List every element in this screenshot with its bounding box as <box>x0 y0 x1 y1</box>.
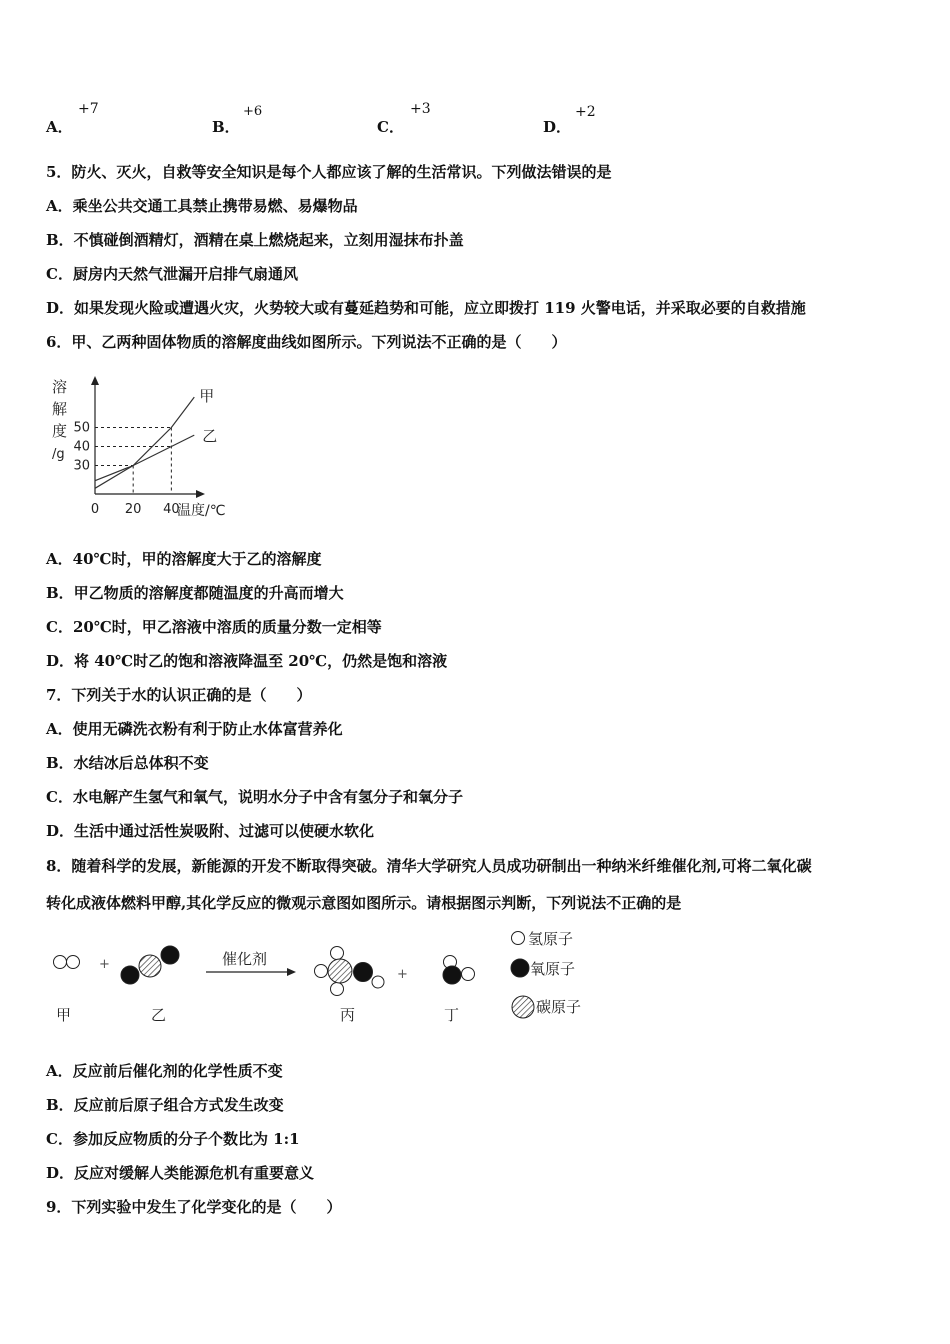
label-yi: 乙 <box>151 1006 167 1024</box>
q8-option-d: D．反应对缓解人类能源危机有重要意义 <box>46 1164 315 1182</box>
x-axis-label: 温度/℃ <box>177 503 226 519</box>
q8-stem-line1: 8．随着科学的发展，新能源的开发不断取得突破。清华大学研究人员成功研制出一种纳米纤维催化剂,可将二氧化碳 <box>46 857 812 875</box>
q6-option-d: D．将 40℃时乙的饱和溶液降温至 20℃，仍然是饱和溶液 <box>46 652 448 670</box>
molecule-yi <box>121 946 179 984</box>
molecule-bing <box>315 947 385 996</box>
plus-sign-2: + <box>397 967 408 982</box>
catalyst-label: 催化剂 <box>222 950 268 968</box>
y-tick-30: 30 <box>73 458 90 474</box>
solubility-chart <box>40 370 260 530</box>
ylabel-char-1: 溶 <box>52 378 68 396</box>
reaction-diagram <box>40 920 620 1035</box>
molecule-ding <box>443 956 475 985</box>
q4-option-c-value: +3 <box>410 101 431 117</box>
label-jia: 甲 <box>56 1006 72 1024</box>
y-tick-50: 50 <box>73 420 90 436</box>
plus-sign-1: + <box>99 957 110 972</box>
q7-option-d: D．生活中通过活性炭吸附、过滤可以使硬水软化 <box>46 822 375 840</box>
q8-option-a: A．反应前后催化剂的化学性质不变 <box>46 1062 283 1080</box>
label-ding: 丁 <box>444 1006 460 1024</box>
q4-option-d-value: +2 <box>575 104 596 120</box>
molecule-jia <box>54 956 80 969</box>
x-tick-20: 20 <box>124 502 142 517</box>
q7-option-b: B．水结冰后总体积不变 <box>46 754 209 772</box>
ylabel-char-2: 解 <box>52 400 68 418</box>
legend-hydrogen-symbol <box>512 932 525 945</box>
q8-option-c: C．参加反应物质的分子个数比为 1:1 <box>46 1130 300 1148</box>
x-axis-arrow <box>196 490 205 498</box>
q4-option-d-letter: D． <box>543 118 572 136</box>
series-label-yi: 乙 <box>202 427 218 446</box>
series-line-yi <box>95 435 194 481</box>
q7-option-a: A．使用无磷洗衣粉有利于防止水体富营养化 <box>46 720 343 738</box>
q4-option-c-letter: C． <box>377 118 404 136</box>
y-tick-40: 40 <box>73 439 90 455</box>
q7-stem: 7．下列关于水的认识正确的是（ ） <box>46 686 312 704</box>
ylabel-char-3: 度 <box>52 422 68 440</box>
legend-carbon-symbol <box>512 996 534 1018</box>
legend-oxygen-symbol <box>511 959 529 977</box>
q4-option-b-letter: B． <box>212 118 240 136</box>
legend-oxygen-label: 氧原子 <box>530 960 576 978</box>
label-bing: 丙 <box>340 1006 356 1024</box>
q9-stem: 9．下列实验中发生了化学变化的是（ ） <box>46 1198 342 1216</box>
q4-option-a-value: +7 <box>78 101 99 117</box>
q6-stem: 6．甲、乙两种固体物质的溶解度曲线如图所示。下列说法不正确的是（ ） <box>46 333 567 351</box>
y-axis-arrow <box>91 376 99 385</box>
x-tick-40: 40 <box>163 502 180 517</box>
q7-option-c: C．水电解产生氢气和氧气，说明水分子中含有氢分子和氧分子 <box>46 788 463 806</box>
q8-stem-line2: 转化成液体燃料甲醇,其化学反应的微观示意图如图所示。请根据图示判断，下列说法不正确的是 <box>46 894 682 912</box>
ylabel-char-4: /g <box>52 447 65 462</box>
q4-option-a-letter: A． <box>46 118 73 136</box>
q5-option-d: D．如果发现火险或遭遇火灾，火势较大或有蔓延趋势和可能，应立即拨打 119 火警电话，并采取必要的自救措施 <box>46 299 806 317</box>
q8-option-b: B．反应前后原子组合方式发生改变 <box>46 1096 284 1114</box>
q6-option-b: B．甲乙物质的溶解度都随温度的升高而增大 <box>46 584 344 602</box>
q4-option-b-value: +6 <box>243 104 263 119</box>
reference-lines <box>95 428 171 495</box>
q5-stem: 5．防火、灭火，自救等安全知识是每个人都应该了解的生活常识。下列做法错误的是 <box>46 163 612 181</box>
legend-hydrogen-label: 氢原子 <box>528 930 574 948</box>
q5-option-c: C．厨房内天然气泄漏开启排气扇通风 <box>46 265 298 283</box>
q5-option-b: B．不慎碰倒酒精灯，酒精在桌上燃烧起来，立刻用湿抹布扑盖 <box>46 231 464 249</box>
legend-carbon-label: 碳原子 <box>536 998 582 1016</box>
x-tick-0: 0 <box>90 502 100 517</box>
q5-option-a: A．乘坐公共交通工具禁止携带易燃、易爆物品 <box>46 197 358 215</box>
series-label-jia: 甲 <box>199 387 215 406</box>
reaction-arrowhead <box>287 968 296 976</box>
q6-option-c: C．20℃时，甲乙溶液中溶质的质量分数一定相等 <box>46 618 382 636</box>
q6-option-a: A．40℃时，甲的溶解度大于乙的溶解度 <box>46 550 322 568</box>
